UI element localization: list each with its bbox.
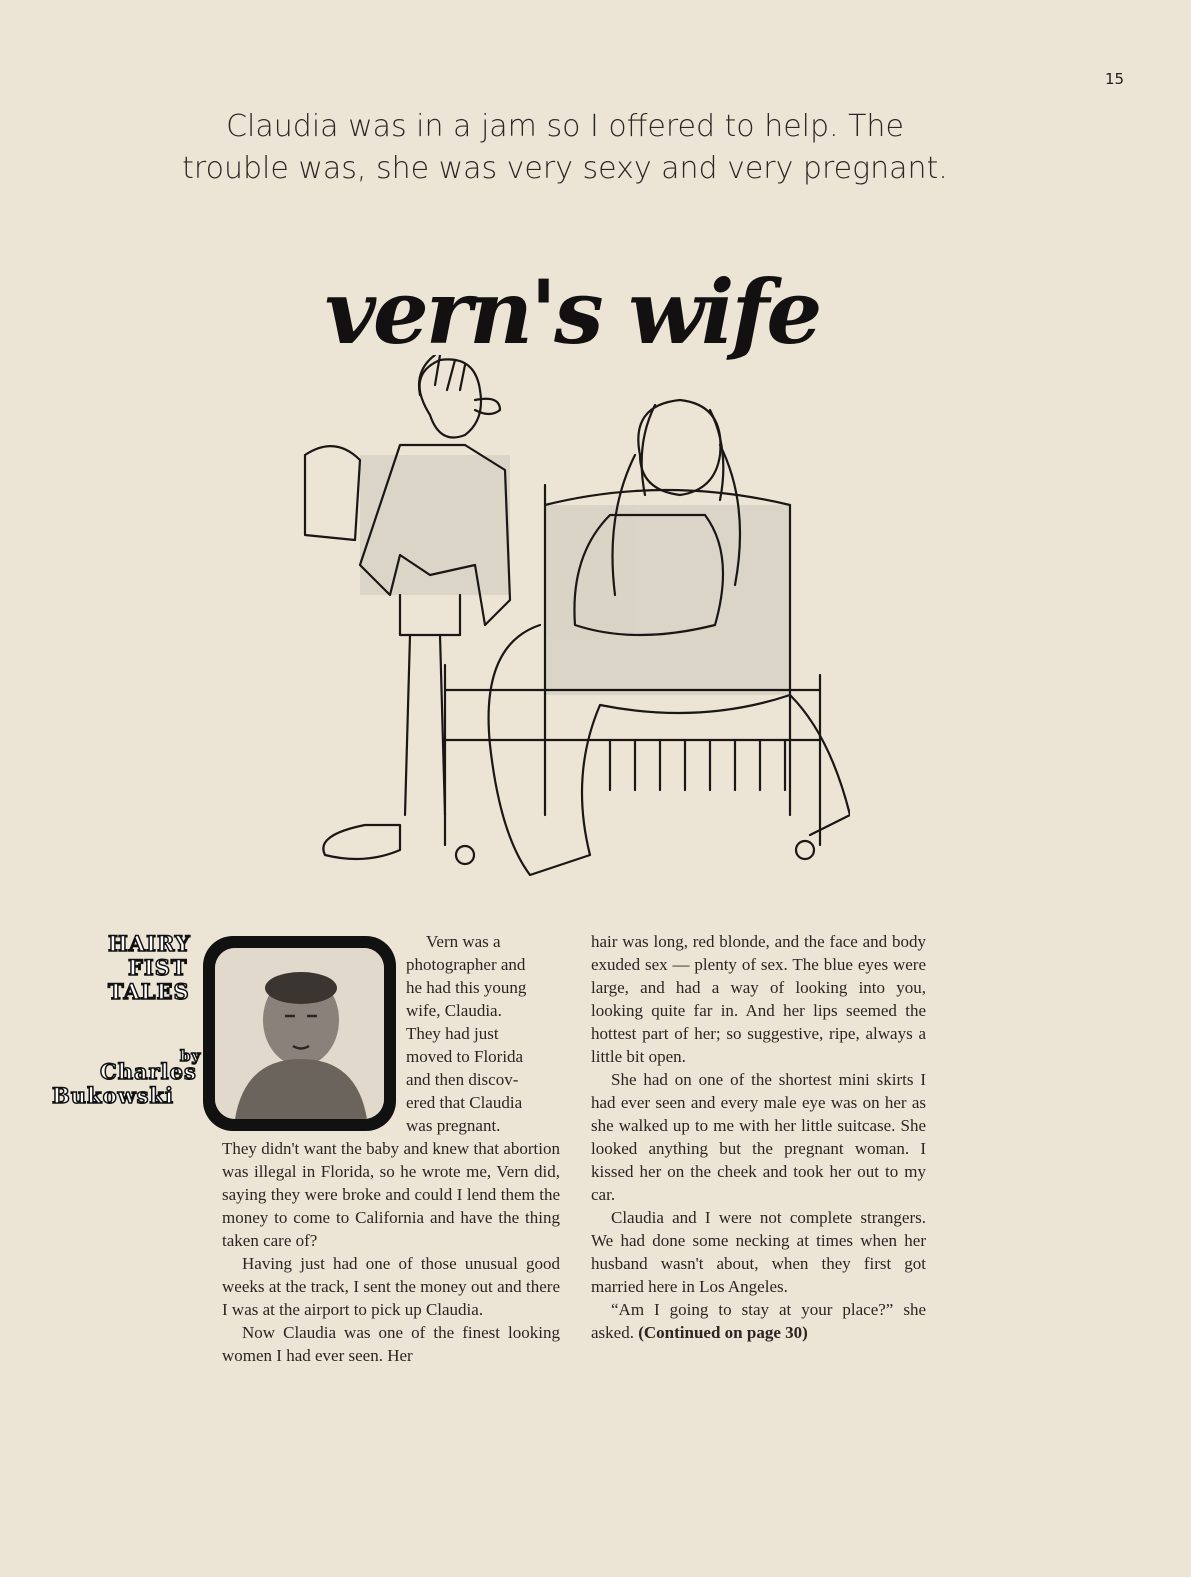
cartoon-illustration xyxy=(280,355,850,915)
byline-author-last: Bukowski xyxy=(52,1083,175,1108)
col2-paragraph-3: Claudia and I were not complete strangers. We had done some necking at times when her husband wasn't about, when they first got married here in Los Angeles. xyxy=(591,1208,926,1296)
series-title-tales: TALES xyxy=(108,979,190,1004)
series-title-fist: FIST xyxy=(128,955,188,980)
col1-line-3: he had this young xyxy=(406,978,527,997)
man-rag xyxy=(305,446,360,540)
deck-line-1: Claudia was in a jam so I offered to help. The xyxy=(226,109,904,144)
col1-line-1: Vern was a xyxy=(426,932,501,951)
man-legs xyxy=(405,635,445,815)
col2-paragraph-1: hair was long, red blonde, and the face and body exuded sex — plenty of sex. The blue eyes were large, and had a way of looking into you, looking quite far in. And her lips seemed the hottest part of her; so suggestive, ripe, always a little bit open. xyxy=(591,932,926,1066)
column-1-intro xyxy=(406,930,560,1137)
deck-line-2: trouble was, she was very sexy and very pregnant. xyxy=(182,151,948,186)
man-head xyxy=(420,359,481,437)
author-photo xyxy=(215,948,384,1119)
col1-line-6: moved to Florida xyxy=(406,1047,524,1066)
col1-line-5: They had just xyxy=(406,1024,499,1043)
man-shorts xyxy=(400,595,460,635)
author-photo-image xyxy=(215,948,384,1119)
page-number: 15 xyxy=(1105,70,1125,88)
col1-line-7: and then discov- xyxy=(406,1070,519,1089)
col1-paragraph-3: Now Claudia was one of the finest looking women I had ever seen. Her xyxy=(222,1323,560,1365)
man-nose xyxy=(475,399,500,414)
col1-line-4: wife, Claudia. xyxy=(406,1001,502,1020)
story-title: vern's wife xyxy=(324,260,820,364)
byline-by: by xyxy=(180,1047,202,1065)
series-title-hairy: HAIRY xyxy=(108,931,191,956)
bed-slats xyxy=(610,740,785,790)
col2-paragraph-2: She had on one of the shortest mini skirts I had ever seen and every male eye was on her as she walked up to me with her little suitcase. She looked anything but the pregnant woman. I kissed her on the cheek and took her out to my car. xyxy=(591,1070,926,1204)
byline-author-first: Charles xyxy=(100,1059,197,1084)
man-shoe xyxy=(323,825,400,859)
continued-jump-link[interactable]: (Continued on page 30) xyxy=(638,1323,808,1342)
col1-line-8: ered that Claudia xyxy=(406,1093,523,1112)
author-portrait-frame xyxy=(203,936,396,1131)
col1-paragraph-2: Having just had one of those unusual good weeks at the track, I sent the money out and there I was at the airport to pick up Claudia. xyxy=(222,1254,560,1319)
column-1-body xyxy=(222,1137,560,1367)
col2-paragraph-4-text: “Am I going to stay at your place?” she asked. xyxy=(591,1300,926,1342)
col1-line-2: photographer and xyxy=(406,955,526,974)
deck xyxy=(150,106,980,190)
col2-paragraph-4 xyxy=(591,1298,926,1344)
col1-paragraph-1: They didn't want the baby and knew that abortion was illegal in Florida, so he wrote me, Vern did, saying they were broke and could I lend them the money to come to California and have the thing taken care of? xyxy=(222,1139,560,1250)
col1-line-9: was pregnant. xyxy=(406,1116,501,1135)
column-2 xyxy=(591,930,926,1344)
